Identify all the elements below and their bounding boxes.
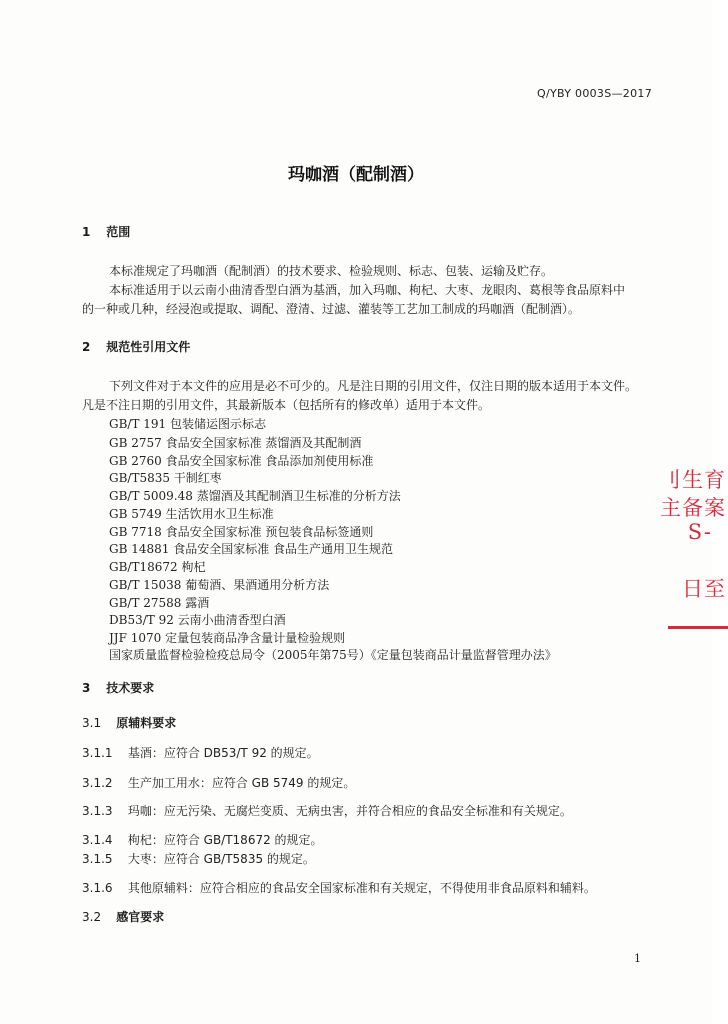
section-heading-technical-requirements bbox=[82, 679, 154, 696]
reference-item: GB 2760 食品安全国家标准 食品添加剂使用标准 bbox=[109, 454, 374, 468]
scope-paragraph-2-line2: 的一种或几种，经浸泡或提取、调配、澄清、过滤、灌装等工艺加工制成的玛咖酒（配制酒）。 bbox=[82, 302, 581, 316]
stamp-text: S- bbox=[687, 520, 712, 544]
requirement-item bbox=[82, 850, 315, 867]
requirement-number: 3.1.2 bbox=[82, 776, 113, 790]
requirement-item bbox=[82, 802, 572, 819]
subsection-heading-sensory bbox=[82, 908, 164, 925]
reference-item: GB/T 191 包装储运图示标志 bbox=[109, 417, 266, 431]
requirement-item bbox=[82, 774, 355, 791]
subsection-heading-raw-materials bbox=[82, 714, 176, 731]
page-number: 1 bbox=[634, 952, 641, 965]
reference-item: GB 7718 食品安全国家标准 预包装食品标签通则 bbox=[109, 525, 374, 539]
requirement-text: 生产加工用水：应符合 GB 5749 的规定。 bbox=[127, 776, 356, 790]
section-number: 3 bbox=[82, 681, 91, 695]
reference-item: 国家质量监督检验检疫总局令（2005年第75号）《定量包装商品计量监督管理办法》 bbox=[109, 648, 557, 662]
document-title: 玛咖酒（配制酒） bbox=[288, 165, 424, 185]
stamp-text: 日至 bbox=[682, 577, 726, 601]
reference-item: JJF 1070 定量包装商品净含量计量检验规则 bbox=[109, 631, 346, 645]
requirement-item bbox=[82, 744, 319, 761]
requirement-number: 3.1.3 bbox=[82, 804, 113, 818]
subsection-title: 原辅料要求 bbox=[116, 716, 177, 730]
requirement-text: 枸杞：应符合 GB/T18672 的规定。 bbox=[127, 833, 323, 847]
reference-item: GB 14881 食品安全国家标准 食品生产通用卫生规范 bbox=[109, 542, 394, 556]
requirement-number: 3.1.4 bbox=[82, 833, 113, 847]
requirement-number: 3.1.6 bbox=[82, 881, 113, 895]
reference-item: GB/T5835 干制红枣 bbox=[109, 471, 222, 485]
section-number: 2 bbox=[82, 340, 91, 354]
reference-item: GB/T 15038 葡萄酒、果酒通用分析方法 bbox=[109, 578, 330, 592]
requirement-item bbox=[82, 831, 323, 848]
section-heading-references bbox=[82, 338, 190, 355]
requirement-number: 3.1.5 bbox=[82, 852, 113, 866]
requirement-text: 大枣：应符合 GB/T5835 的规定。 bbox=[127, 852, 315, 866]
references-intro-line2: 凡是不注日期的引用文件，其最新版本（包括所有的修改单）适用于本文件。 bbox=[82, 398, 491, 412]
requirement-text: 其他原辅料：应符合相应的食品安全国家标准和有关规定，不得使用非食品原料和辅料。 bbox=[127, 881, 596, 895]
section-title: 规范性引用文件 bbox=[106, 340, 191, 354]
references-intro-line1: 下列文件对于本文件的应用是必不可少的。凡是注日期的引用文件，仅注日期的版本适用于本文件。 bbox=[109, 379, 638, 393]
scope-paragraph-2-line1: 本标准适用于以云南小曲清香型白酒为基酒，加入玛咖、枸杞、大枣、龙眼肉、葛根等食品原料中 bbox=[109, 283, 626, 297]
section-title: 范围 bbox=[106, 225, 131, 239]
registration-stamp bbox=[646, 460, 726, 640]
stamp-text: 主备案 bbox=[660, 496, 726, 520]
reference-item: GB/T 5009.48 蒸馏酒及其配制酒卫生标准的分析方法 bbox=[109, 489, 401, 503]
requirement-text: 玛咖：应无污染、无腐烂变质、无病虫害，并符合相应的食品安全标准和有关规定。 bbox=[127, 804, 572, 818]
subsection-number: 3.2 bbox=[82, 910, 102, 924]
stamp-text: 刂生育 bbox=[660, 468, 726, 492]
scope-paragraph-1: 本标准规定了玛咖酒（配制酒）的技术要求、检验规则、标志、包装、运输及贮存。 bbox=[109, 264, 554, 278]
reference-item: DB53/T 92 云南小曲清香型白酒 bbox=[109, 613, 286, 627]
reference-item: GB/T 27588 露酒 bbox=[109, 596, 210, 610]
subsection-title: 感官要求 bbox=[116, 910, 165, 924]
section-heading-scope bbox=[82, 223, 130, 240]
reference-item: GB 2757 食品安全国家标准 蒸馏酒及其配制酒 bbox=[109, 436, 362, 450]
reference-item: GB 5749 生活饮用水卫生标准 bbox=[109, 507, 274, 521]
requirement-text: 基酒：应符合 DB53/T 92 的规定。 bbox=[127, 746, 319, 760]
subsection-number: 3.1 bbox=[82, 716, 102, 730]
section-number: 1 bbox=[82, 225, 91, 239]
requirement-item bbox=[82, 879, 596, 896]
stamp-border bbox=[668, 626, 728, 629]
reference-item: GB/T18672 枸杞 bbox=[109, 560, 206, 574]
document-code: Q/YBY 0003S—2017 bbox=[536, 87, 652, 100]
section-title: 技术要求 bbox=[106, 681, 155, 695]
requirement-number: 3.1.1 bbox=[82, 746, 113, 760]
